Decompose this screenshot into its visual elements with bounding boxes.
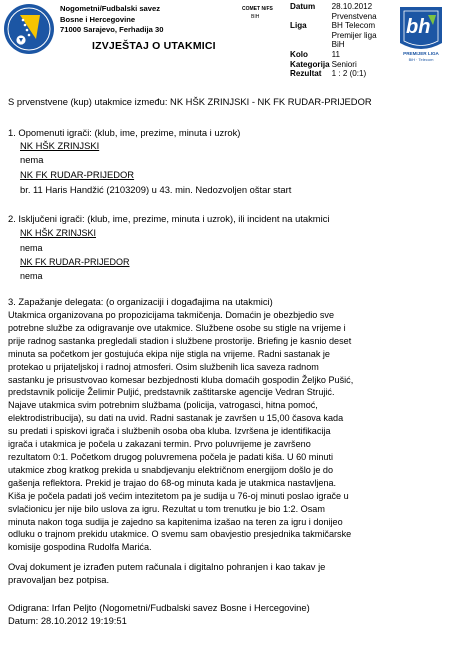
observation-line: Kiša je počela padati još većim intezitetom pa je sudija u 76-oj minuti poslao igrače u	[8, 490, 349, 501]
observation-line: potrebne službe za odigravanje ove utakmice. Službene osobe su stigle na vrijeme i	[8, 322, 346, 333]
section-1-title: 1. Opomenuti igrači: (klub, ime, prezime, minuta i uzrok)	[8, 127, 241, 138]
section-1-team-2: NK FK RUDAR-PRIJEDOR	[20, 169, 135, 180]
info-row	[290, 12, 406, 22]
match-line: S prvenstvene (kup) utakmice između: NK HŠK ZRINJSKI - NK FK RUDAR-PRIJEDOR	[8, 96, 372, 107]
info-value: 1 : 2 (0:1)	[331, 69, 367, 79]
comet-sub-label: BIH	[251, 14, 260, 20]
observation-line: gašenja reflektora. Prekid je trajao do 68-og minuta kada je utakmica nastavljena.	[8, 477, 337, 488]
info-value: Prvenstvena	[331, 11, 377, 21]
logo-mark-text: bh	[406, 16, 431, 38]
observation-line: prije radnog sastanka pregledali stadion i službene prostorije. Briefing je kasnio deset	[8, 335, 352, 346]
info-value: 28.10.2012	[331, 2, 373, 11]
info-row	[290, 60, 406, 70]
info-key	[290, 31, 332, 41]
document-title: IZVJEŠTAJ O UTAKMICI	[92, 40, 216, 52]
association-name-line-1: Nogometni/Fudbalski savez	[60, 4, 161, 13]
observation-line: elektrodistribucija), su dati na uvid. Radni sastanak je završen u 15,00 časova kada	[8, 413, 344, 424]
section-2-team-2-entry: nema	[20, 271, 43, 281]
info-value: Premijer liga	[331, 30, 377, 40]
observation-line: minuta nakon toga sudija je zajedno sa kapitenima izašao na teren za igru i donijeo	[8, 516, 343, 527]
football-federation-logo-icon	[3, 3, 55, 55]
section-1-team-1-entry: nema	[20, 154, 44, 165]
match-info-table	[290, 2, 406, 79]
observation-line: predstavnik policije Želimir Puljić, predstavnik zaštitarske agencije Vedran Strujić.	[8, 387, 335, 398]
info-row	[290, 31, 406, 41]
info-key	[290, 12, 332, 22]
closing-line-1: Ovaj dokument je izrađen putem računala i digitalno pohranjen i kao takav je	[8, 561, 326, 572]
observation-line: utakmice zbog kratkog prekida u snabdjevanju električnom energijom došlo je do	[8, 464, 334, 475]
report-datetime: Datum: 28.10.2012 19:19:51	[8, 615, 127, 626]
info-row	[290, 50, 406, 60]
section-2-team-1-entry: nema	[20, 243, 43, 253]
info-row	[290, 40, 406, 50]
observation-line: Najave utakmica svim potrebnim službama (policija, vatrogasci, hitna pomoć,	[8, 400, 318, 411]
info-row	[290, 69, 406, 79]
observation-line: minuta sa početkom jer gostujuća ekipa nije stigla na vrijeme. Radni sastanak je	[8, 348, 330, 359]
observation-line: sastanku je prisustvovao komesar bezbjednosti kluba domaćih gospodin Željko Pušić,	[8, 374, 354, 385]
section-1-team-1: NK HŠK ZRINJSKI	[20, 140, 100, 151]
observation-line: rezultatom 0:1. Početkom drugog poluvremena počela je padati kiša. U 60 minuti	[8, 451, 334, 462]
logo-line-1: PREMIJER LIGA	[403, 51, 439, 56]
section-2-title: 2. Isključeni igrači: (klub, ime, prezime, minuta i uzrok), ili incident na utakmici	[8, 213, 330, 224]
section-3-title: 3. Zapažanje delegata: (o organizaciji i događajima na utakmici)	[8, 296, 273, 307]
info-row	[290, 21, 406, 31]
info-value: 11	[331, 49, 340, 59]
observation-line: su predati i spiskovi igrača i službenih osoba oba kluba. Izvršena je identifikacija	[8, 426, 331, 437]
premier-league-logo-icon	[392, 3, 450, 63]
info-value: BH Telecom	[331, 21, 376, 31]
observation-line: protekao u prijateljskoj i radnoj atmosferi. Osim službenih lica saveza radnom	[8, 361, 319, 372]
info-key: Datum	[290, 2, 316, 11]
info-row	[290, 2, 406, 12]
association-address	[60, 4, 163, 36]
observation-line: Utakmica organizovana po propozicijama takmičenja. Domaćin je obezbjedio sve	[8, 310, 335, 320]
info-value: BiH	[331, 40, 345, 50]
info-key: Rezultat	[290, 69, 322, 79]
association-name-line-2: Bosne i Hercegovine	[60, 14, 136, 24]
info-key: Liga	[290, 21, 307, 31]
delegate-observations	[8, 309, 353, 554]
comet-label	[242, 5, 273, 21]
info-key	[290, 40, 332, 50]
comet-label-text: COMET N/FS	[242, 6, 273, 12]
info-key: Kategorija	[290, 59, 330, 69]
observation-line: odluku o trajnom prekidu utakmice. O svemu sam obavjestio presjednika takmičarske	[8, 529, 352, 540]
signed-by: Odigrana: Irfan Peljto (Nogometni/Fudbalski savez Bosne i Hercegovine)	[8, 602, 310, 613]
info-value: Seniori	[331, 59, 357, 69]
observation-line: svlačionicu jer nije bilo uslova za igru. Rezultat u tom trenutku je bio 1:2. Osam	[8, 503, 325, 514]
info-key: Kolo	[290, 49, 308, 59]
observation-line: igrača i utakmica je počela u zakazani termin. Prvo poluvrijeme je završeno	[8, 439, 311, 450]
observation-line: komisije gospodina Rudolfa Marića.	[8, 542, 152, 553]
section-1-team-2-entry: br. 11 Haris Handžić (2103209) u 43. min. Nedozvoljen oštar start	[20, 184, 292, 195]
logo-line-2: BiH · Telecom	[408, 57, 434, 62]
section-2-team-1: NK HŠK ZRINJSKI	[20, 228, 97, 238]
section-2-team-2: NK FK RUDAR-PRIJEDOR	[20, 257, 130, 267]
closing-line-2: pravovaljan bez potpisa.	[8, 574, 110, 585]
association-address-line: 71000 Sarajevo, Ferhadija 30	[60, 25, 164, 34]
